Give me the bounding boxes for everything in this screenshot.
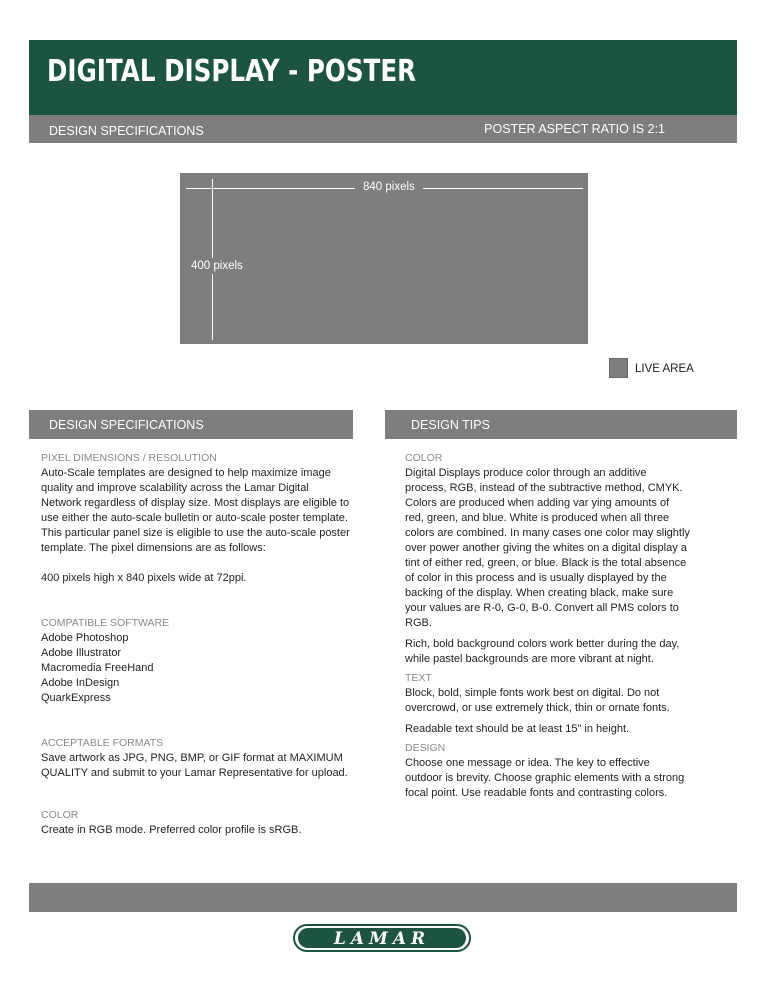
text-tip-heading: TEXT <box>405 672 432 684</box>
text-tip-body-2: Readable text should be at least 15" in height. <box>405 723 630 735</box>
logo-text: LAMAR <box>333 929 431 949</box>
pixel-spec: 400 pixels high x 840 pixels wide at 72ppi. <box>41 572 247 584</box>
design-tips-title: DESIGN TIPS <box>411 418 490 432</box>
pixel-dimensions-heading: PIXEL DIMENSIONS / RESOLUTION <box>41 452 217 464</box>
live-area-label: LIVE AREA <box>635 363 694 375</box>
list-item: Macromedia FreeHand <box>41 662 154 674</box>
page-title: DIGITAL DISPLAY - POSTER <box>47 54 417 89</box>
pixel-dimensions-body: Auto-Scale templates are designed to help maximize image quality and improve scalability across the Lamar Digital Network regardless of display size. Most displays are eligible to use either the auto-scale bulletin or auto-scale poster template. This particular panel size is eligible to use the auto-scale poster template. The pixel dimensions are as follows: <box>41 467 350 554</box>
design-specifications-column <box>41 451 351 838</box>
aspect-ratio-label: POSTER ASPECT RATIO IS 2:1 <box>484 122 665 136</box>
design-tips-bar <box>385 410 737 439</box>
lamar-logo <box>293 924 471 952</box>
design-tip-heading: DESIGN <box>405 742 446 754</box>
footer-bar <box>29 883 737 912</box>
list-item: Adobe InDesign <box>41 677 120 689</box>
compatible-software-heading: COMPATIBLE SOFTWARE <box>41 617 170 629</box>
software-list <box>41 631 351 706</box>
list-item: QuarkExpress <box>41 692 111 704</box>
design-specifications-bar <box>29 410 353 439</box>
color-tip-body-2: Rich, bold background colors work better during the day, while pastel backgrounds are more vibrant at night. <box>405 638 680 665</box>
color-tip-body: Digital Displays produce color through an additive process, RGB, instead of the subtractive method, CMYK. Colors are produced when adding var ying amounts of red, green, and blue. White is produced when all three colors are combined. In many cases one color may slightly over power another giving the whites on a digital display a tint of either red, green, or blue. Black is the total absence of color in this process and is usually displayed by the backing of the display. When creating black, make sure your values are R-0, G-0, B-0. Convert all PMS colors to RGB. <box>405 467 690 629</box>
list-item: Adobe Photoshop <box>41 632 129 644</box>
page-header <box>29 40 737 115</box>
acceptable-formats-body: Save artwork as JPG, PNG, BMP, or GIF format at MAXIMUM QUALITY and submit to your Lamar Representative for upload. <box>41 752 348 779</box>
color-spec-heading: COLOR <box>41 809 79 821</box>
width-dimension-label: 840 pixels <box>355 181 423 193</box>
color-tip-heading: COLOR <box>405 452 443 464</box>
subheader-bar <box>29 115 737 143</box>
color-spec-body: Create in RGB mode. Preferred color profile is sRGB. <box>41 824 302 836</box>
height-dimension-label: 400 pixels <box>186 258 248 274</box>
design-tips-column <box>405 451 690 801</box>
live-area-swatch <box>609 358 628 378</box>
subheader-left-label: DESIGN SPECIFICATIONS <box>49 124 204 138</box>
acceptable-formats-heading: ACCEPTABLE FORMATS <box>41 737 164 749</box>
design-specifications-title: DESIGN SPECIFICATIONS <box>49 418 204 432</box>
design-tip-body: Choose one message or idea. The key to effective outdoor is brevity. Choose graphic elements with a strong focal point. Use readable fonts and contrasting colors. <box>405 757 685 799</box>
list-item: Adobe Illustrator <box>41 647 122 659</box>
text-tip-body: Block, bold, simple fonts work best on digital. Do not overcrowd, or use extremely thick, thin or ornate fonts. <box>405 687 670 714</box>
